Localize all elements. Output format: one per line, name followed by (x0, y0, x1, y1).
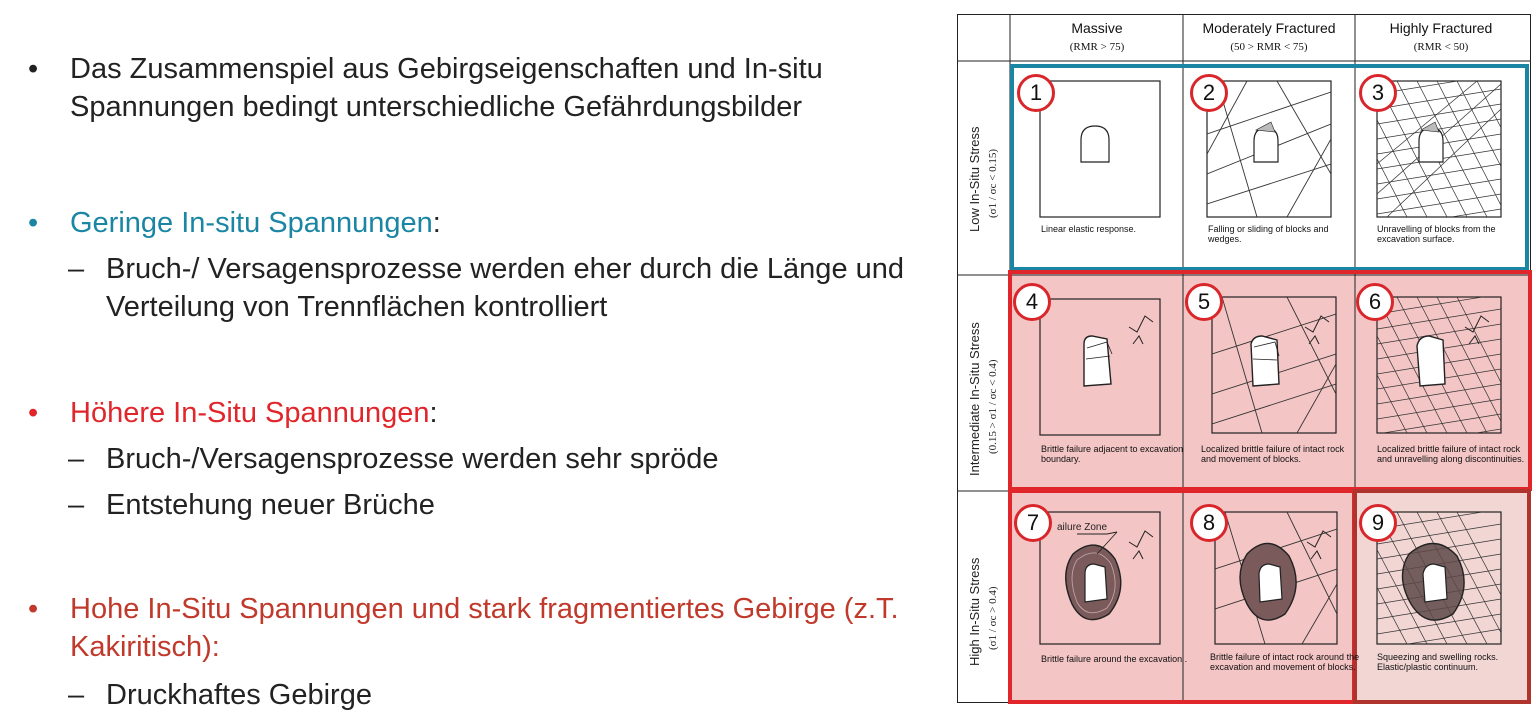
bullet-heading: Geringe In-situ Spannungen (70, 207, 433, 239)
sub-bullet (68, 440, 938, 478)
cell-number-badge: 6 (1356, 283, 1394, 321)
caption-cell-1: Linear elastic response. (1041, 224, 1137, 234)
column-sub-highly-fractured: (RMR < 50) (1413, 41, 1469, 53)
sub-bullet (68, 250, 938, 326)
cell-number-badge: 8 (1190, 504, 1228, 542)
cell-number-badge: 3 (1359, 74, 1397, 112)
row-label-high-stress: High In-Situ Stress (967, 557, 982, 666)
cell-number-badge: 2 (1190, 74, 1228, 112)
bullet-higher-stress (28, 394, 938, 432)
column-header-massive: Massive (1071, 20, 1123, 36)
bullet-low-stress (28, 204, 938, 242)
column-sub-massive: (RMR > 75) (1069, 41, 1125, 53)
sub-bullet-text: Entstehung neuer Brüche (106, 489, 435, 521)
dash-marker: – (68, 679, 85, 711)
cell-number-badge: 1 (1017, 74, 1055, 112)
bullet-colon: : (429, 397, 438, 429)
matrix-graphic (957, 14, 1533, 704)
bullet-text: Das Zusammenspiel aus Gebirgseigenschaften und In-situ Spannungen bedingt unterschiedliche Gefährdungsbilder (70, 53, 823, 123)
bullet-intro (28, 50, 938, 126)
bullet-heading: Hohe In-Situ Spannungen und stark fragmentiertes Gebirge (z.T. Kakiritisch): (70, 593, 899, 663)
bullet-marker: • (28, 53, 39, 85)
bullet-marker: • (28, 593, 39, 625)
column-sub-moderately-fractured: (50 > RMR < 75) (1230, 41, 1308, 53)
caption-cell-3: Unravelling of blocks from the excavation surface. (1377, 224, 1496, 244)
cell-number-badge: 9 (1359, 504, 1397, 542)
failure-zone-label: ailure Zone (1057, 522, 1108, 533)
dash-marker: – (68, 489, 85, 521)
bullet-marker: • (28, 397, 39, 429)
caption-cell-4: Brittle failure adjacent to excavation boundary. (1041, 444, 1184, 464)
row-sub-high-stress: (σ1 / σc > 0.4) (987, 586, 999, 650)
row-sub-low-stress: (σ1 / σc < 0.15) (987, 148, 999, 218)
caption-cell-9: Squeezing and swelling rocks. Elastic/plastic continuum. (1377, 652, 1499, 672)
sub-bullet (68, 486, 938, 524)
cell-1-diagram (1040, 81, 1160, 217)
row-sub-intermediate-stress: (0.15 > σ1 / σc < 0.4) (987, 359, 999, 454)
caption-cell-8: Brittle failure of intact rock around the excavation and movement of blocks. (1210, 652, 1360, 672)
row-label-intermediate-stress: Intermediate In-Situ Stress (967, 322, 982, 476)
rock-failure-matrix-figure (957, 14, 1533, 704)
bullet-high-stress (28, 590, 938, 666)
column-header-moderately-fractured: Moderately Fractured (1202, 20, 1336, 36)
caption-cell-6: Localized brittle failure of intact rock and unravelling along discontinuities. (1377, 444, 1525, 464)
caption-cell-2: Falling or sliding of blocks and wedges. (1208, 224, 1329, 244)
sub-bullet-text: Bruch-/Versagensprozesse werden sehr spröde (106, 443, 719, 475)
dash-marker: – (68, 443, 85, 475)
bullet-marker: • (28, 207, 39, 239)
bullet-colon: : (432, 207, 441, 239)
row-label-low-stress: Low In-Situ Stress (967, 126, 982, 232)
caption-cell-7: Brittle failure around the excavation . (1041, 654, 1188, 664)
sub-bullet-text: Druckhaftes Gebirge (106, 679, 372, 711)
dash-marker: – (68, 253, 85, 285)
cell-number-badge: 5 (1185, 283, 1223, 321)
cell-number-badge: 4 (1013, 283, 1051, 321)
caption-cell-5: Localized brittle failure of intact rock and movement of blocks. (1201, 444, 1345, 464)
sub-bullet (68, 676, 938, 714)
sub-bullet-text: Bruch-/ Versagensprozesse werden eher durch die Länge und Verteilung von Trennflächen kontrolliert (106, 253, 905, 323)
bullet-heading: Höhere In-Situ Spannungen (70, 397, 430, 429)
column-header-highly-fractured: Highly Fractured (1389, 20, 1493, 36)
cell-number-badge: 7 (1014, 504, 1052, 542)
